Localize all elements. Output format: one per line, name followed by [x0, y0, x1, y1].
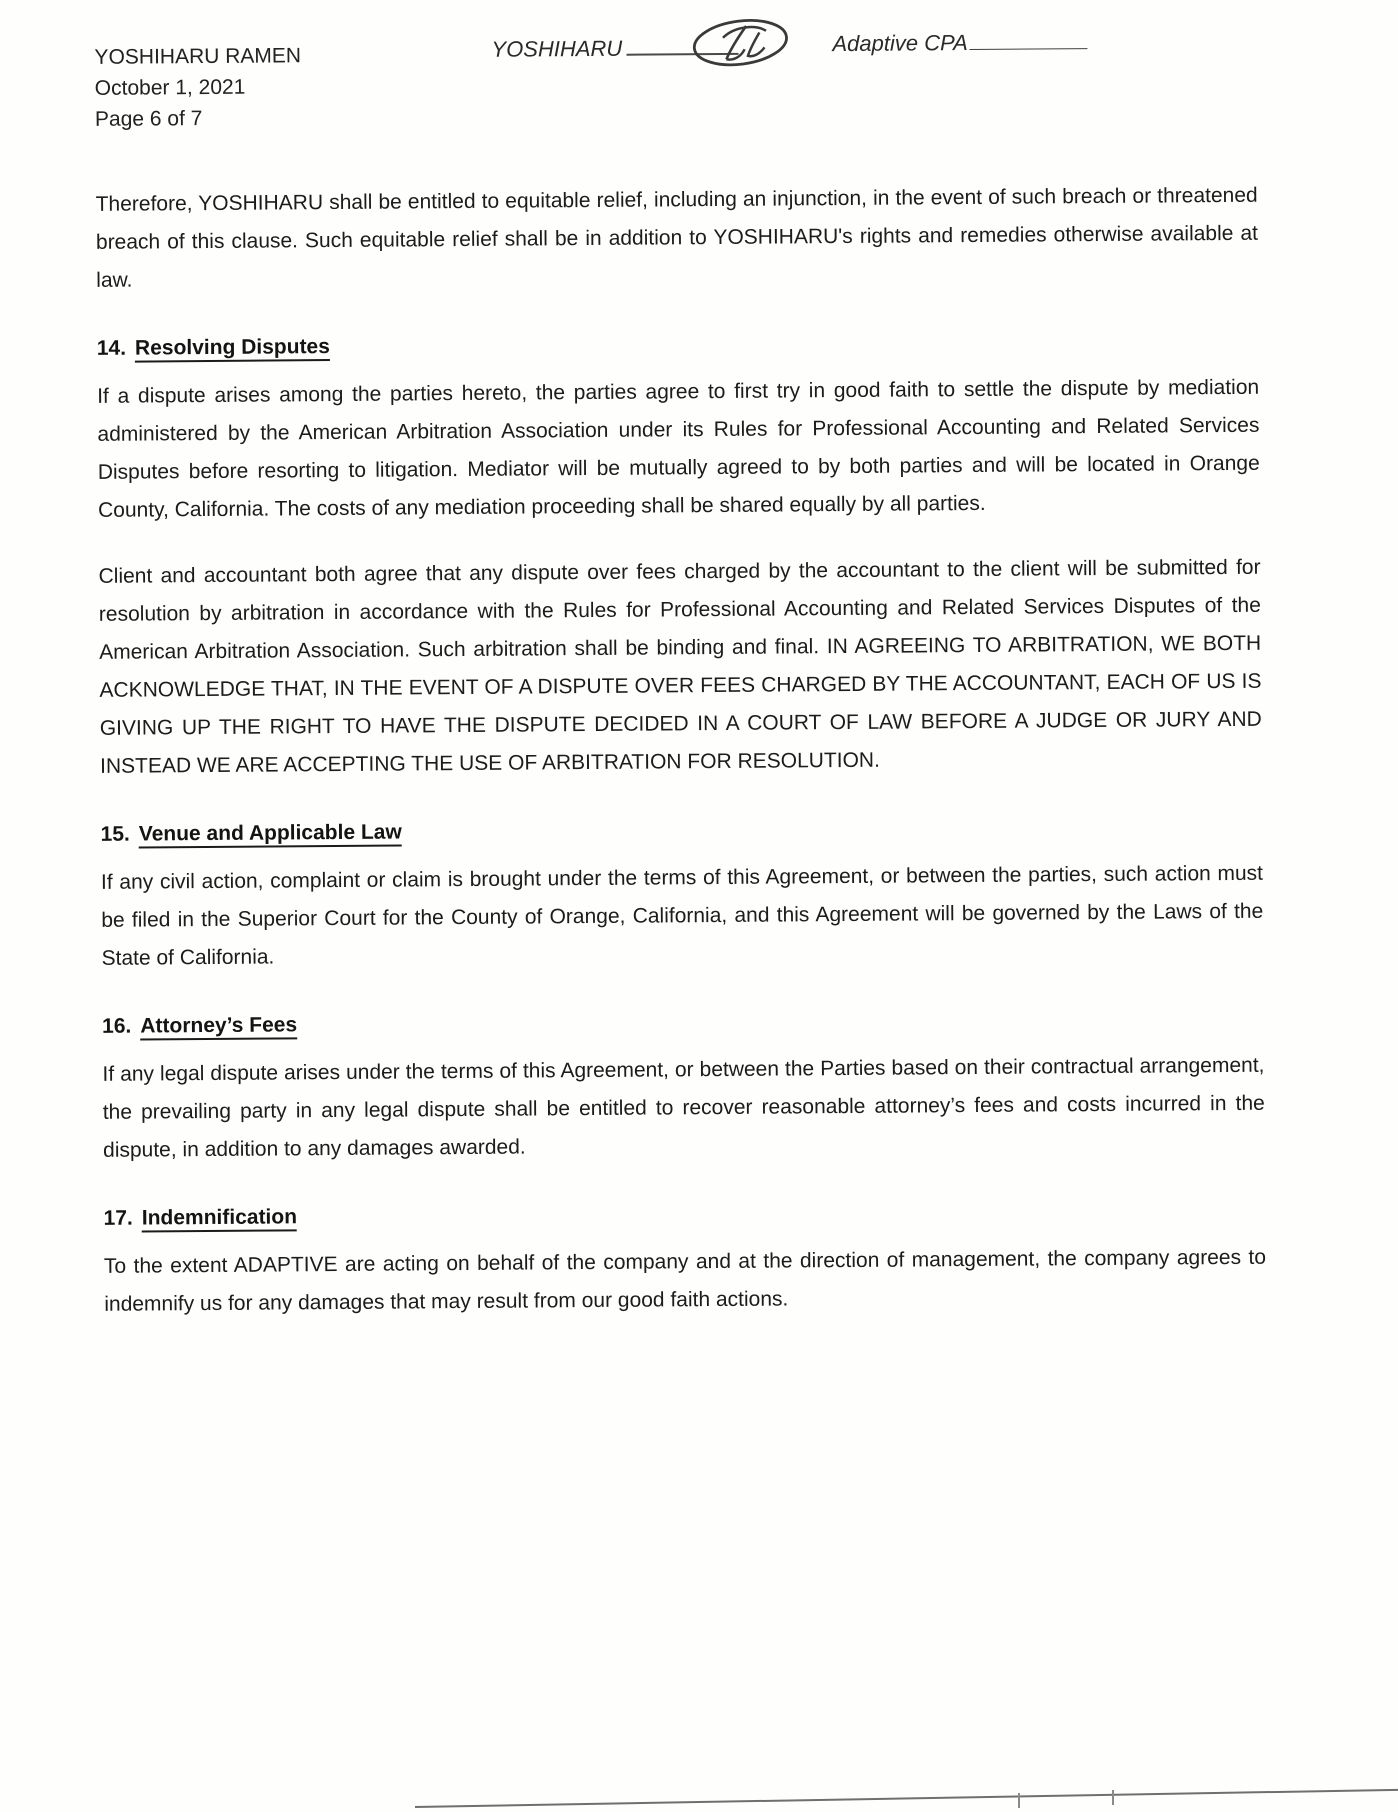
section-16-paragraph-1: If any legal dispute arises under the terms of this Agreement, or between the Parties based on their contractual arrangement, the prevailing party in any legal dispute shall be entitled to recover reasonable attorney’s fees and costs incurred in the dispute, in addition to any damages awarded. — [102, 1053, 1265, 1162]
section-number: 16. — [102, 1014, 132, 1038]
scan-artifact-tick — [1112, 1790, 1114, 1805]
section-heading-16 — [102, 999, 1264, 1046]
section-title: Indemnification — [142, 1205, 297, 1232]
cpa-initial-underline — [970, 26, 1088, 50]
section-14-paragraph-2: Client and accountant both agree that any dispute over fees charged by the accountant to the client will be submitted for resolution by arbitration in accordance with the Rules for Professional Accounting and Related Services Disputes of the American Arbitration Association. Such arbitration shall be binding and final. IN AGREEING TO ARBITRATION, WE BOTH ACKNOWLEDGE THAT, IN THE EVENT OF A DISPUTE OVER FEES CHARGED BY THE ACCOUNTANT, EACH OF US IS GIVING UP THE RIGHT TO HAVE THE DISPUTE DECIDED IN A COURT OF LAW BEFORE A JUDGE OR JURY AND INSTEAD WE ARE ACCEPTING THE USE OF ARBITRATION FOR RESOLUTION. — [98, 555, 1262, 778]
section-number: 17. — [103, 1206, 133, 1230]
section-number: 15. — [100, 822, 130, 846]
section-heading-14 — [97, 321, 1259, 368]
section-heading-17 — [103, 1191, 1265, 1238]
section-heading-15 — [100, 807, 1262, 854]
page-number: Page 6 of 7 — [94, 107, 203, 131]
section-title: Venue and Applicable Law — [139, 820, 402, 848]
client-initial-label: YOSHIHARU — [491, 35, 623, 62]
section-14-paragraph-1: If a dispute arises among the parties hereto, the parties agree to first try in good faith to settle the dispute by mediation administered by the American Arbitration Association under its Rules for Professional Accounting and Related Services Disputes before resorting to litigation. Mediator will be mutually agreed to by both parties and will be located in Orange County, California. The costs of any mediation proceeding shall be shared equally by all parties. — [97, 375, 1260, 522]
section-number: 14. — [96, 336, 127, 360]
cpa-initial-label: Adaptive CPA — [832, 30, 968, 57]
document-header — [94, 40, 301, 135]
document-date: October 1, 2021 — [94, 75, 246, 100]
section-title: Attorney’s Fees — [140, 1013, 297, 1040]
section-title: Resolving Disputes — [135, 335, 330, 363]
scan-artifact-tick — [1018, 1793, 1020, 1808]
document-body — [96, 177, 1267, 1352]
handwritten-initials-icon — [684, 12, 796, 71]
section-17-paragraph-1: To the extent ADAPTIVE are acting on behalf of the company and at the direction of management, the company agrees to indemnify us for any damages that may result from our good faith actions. — [103, 1245, 1267, 1316]
intro-paragraph: Therefore, YOSHIHARU shall be entitled to equitable relief, including an injunction, in the event of such breach or threatened breach of this clause. Such equitable relief shall be in addition to YOSHIHARU's rights and remedies otherwise available at law. — [95, 183, 1259, 292]
company-name: YOSHIHARU RAMEN — [94, 44, 302, 69]
cpa-initial-line — [832, 26, 1088, 57]
section-15-paragraph-1: If any civil action, complaint or claim is brought under the terms of this Agreement, or between the parties, such action must be filed in the Superior Court for the County of Orange, California, and this Agreement will be governed by the Laws of the State of California. — [100, 861, 1264, 970]
